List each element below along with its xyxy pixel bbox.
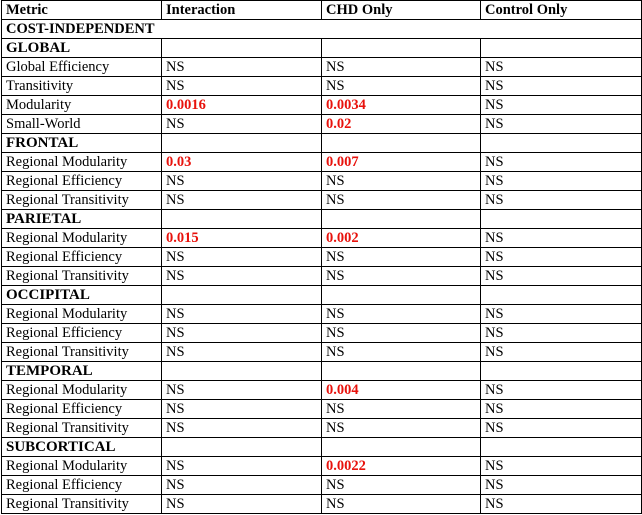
metric-cell: Transitivity [2, 77, 162, 96]
control-only-cell: NS [481, 305, 642, 324]
empty-cell [162, 362, 322, 381]
group-title-row [2, 20, 642, 39]
section-title: SUBCORTICAL [2, 438, 162, 457]
section-header-row [2, 438, 642, 457]
table-row [2, 381, 642, 400]
control-only-cell: NS [481, 381, 642, 400]
empty-cell [322, 362, 481, 381]
metric-cell: Regional Efficiency [2, 172, 162, 191]
section-header-row [2, 362, 642, 381]
interaction-cell: NS [162, 457, 322, 476]
table-row [2, 400, 642, 419]
chd-only-cell: NS [322, 400, 481, 419]
control-only-cell: NS [481, 191, 642, 210]
empty-cell [322, 39, 481, 58]
interaction-cell: 0.03 [162, 153, 322, 172]
table-row [2, 324, 642, 343]
chd-only-cell: 0.0034 [322, 96, 481, 115]
section-title: FRONTAL [2, 134, 162, 153]
control-only-cell: NS [481, 58, 642, 77]
chd-only-cell: NS [322, 191, 481, 210]
empty-cell [162, 134, 322, 153]
empty-cell [162, 39, 322, 58]
chd-only-cell: NS [322, 495, 481, 514]
control-only-cell: NS [481, 419, 642, 438]
results-table [1, 0, 642, 514]
metric-cell: Regional Modularity [2, 305, 162, 324]
empty-cell [322, 438, 481, 457]
empty-cell [481, 286, 642, 305]
table-row [2, 248, 642, 267]
metric-cell: Small-World [2, 115, 162, 134]
control-only-cell: NS [481, 457, 642, 476]
empty-cell [162, 210, 322, 229]
empty-cell [162, 286, 322, 305]
interaction-cell: NS [162, 77, 322, 96]
empty-cell [322, 134, 481, 153]
interaction-cell: NS [162, 495, 322, 514]
metric-cell: Regional Efficiency [2, 400, 162, 419]
metric-cell: Global Efficiency [2, 58, 162, 77]
control-only-cell: NS [481, 324, 642, 343]
table-row [2, 229, 642, 248]
table-row [2, 476, 642, 495]
table-body [2, 20, 642, 514]
section-header-row [2, 210, 642, 229]
header-chd-only: CHD Only [322, 1, 481, 20]
table-row [2, 115, 642, 134]
interaction-cell: NS [162, 381, 322, 400]
chd-only-cell: 0.0022 [322, 457, 481, 476]
chd-only-cell: NS [322, 58, 481, 77]
empty-cell [481, 210, 642, 229]
table-row [2, 96, 642, 115]
empty-cell [162, 438, 322, 457]
header-metric: Metric [2, 1, 162, 20]
metric-cell: Modularity [2, 96, 162, 115]
chd-only-cell: NS [322, 324, 481, 343]
interaction-cell: NS [162, 172, 322, 191]
interaction-cell: 0.0016 [162, 96, 322, 115]
header-interaction: Interaction [162, 1, 322, 20]
control-only-cell: NS [481, 115, 642, 134]
table-row [2, 419, 642, 438]
metric-cell: Regional Efficiency [2, 248, 162, 267]
control-only-cell: NS [481, 229, 642, 248]
table-row [2, 58, 642, 77]
header-row [2, 1, 642, 20]
empty-cell [481, 438, 642, 457]
section-title: OCCIPITAL [2, 286, 162, 305]
table-row [2, 172, 642, 191]
chd-only-cell: 0.02 [322, 115, 481, 134]
chd-only-cell: 0.007 [322, 153, 481, 172]
interaction-cell: NS [162, 305, 322, 324]
section-title: GLOBAL [2, 39, 162, 58]
control-only-cell: NS [481, 172, 642, 191]
table-row [2, 267, 642, 286]
metric-cell: Regional Transitivity [2, 191, 162, 210]
table-row [2, 495, 642, 514]
metric-cell: Regional Efficiency [2, 324, 162, 343]
metric-cell: Regional Transitivity [2, 267, 162, 286]
control-only-cell: NS [481, 343, 642, 362]
control-only-cell: NS [481, 400, 642, 419]
chd-only-cell: NS [322, 419, 481, 438]
table-row [2, 191, 642, 210]
chd-only-cell: 0.004 [322, 381, 481, 400]
chd-only-cell: NS [322, 476, 481, 495]
interaction-cell: NS [162, 248, 322, 267]
section-header-row [2, 134, 642, 153]
interaction-cell: NS [162, 343, 322, 362]
control-only-cell: NS [481, 495, 642, 514]
section-title: TEMPORAL [2, 362, 162, 381]
interaction-cell: NS [162, 476, 322, 495]
group-title: COST-INDEPENDENT [2, 20, 642, 39]
interaction-cell: NS [162, 191, 322, 210]
metric-cell: Regional Transitivity [2, 343, 162, 362]
metric-cell: Regional Transitivity [2, 419, 162, 438]
table-row [2, 77, 642, 96]
chd-only-cell: 0.002 [322, 229, 481, 248]
metric-cell: Regional Modularity [2, 381, 162, 400]
interaction-cell: NS [162, 419, 322, 438]
interaction-cell: NS [162, 400, 322, 419]
empty-cell [481, 134, 642, 153]
control-only-cell: NS [481, 77, 642, 96]
chd-only-cell: NS [322, 248, 481, 267]
interaction-cell: 0.015 [162, 229, 322, 248]
empty-cell [481, 39, 642, 58]
interaction-cell: NS [162, 115, 322, 134]
metric-cell: Regional Efficiency [2, 476, 162, 495]
table-row [2, 305, 642, 324]
chd-only-cell: NS [322, 77, 481, 96]
table-row [2, 457, 642, 476]
empty-cell [322, 210, 481, 229]
table-row [2, 343, 642, 362]
table-row [2, 153, 642, 172]
control-only-cell: NS [481, 476, 642, 495]
chd-only-cell: NS [322, 305, 481, 324]
chd-only-cell: NS [322, 267, 481, 286]
empty-cell [322, 286, 481, 305]
metric-cell: Regional Modularity [2, 229, 162, 248]
chd-only-cell: NS [322, 343, 481, 362]
control-only-cell: NS [481, 248, 642, 267]
section-title: PARIETAL [2, 210, 162, 229]
control-only-cell: NS [481, 96, 642, 115]
section-header-row [2, 286, 642, 305]
metric-cell: Regional Modularity [2, 457, 162, 476]
control-only-cell: NS [481, 153, 642, 172]
control-only-cell: NS [481, 267, 642, 286]
metric-cell: Regional Transitivity [2, 495, 162, 514]
metric-cell: Regional Modularity [2, 153, 162, 172]
empty-cell [481, 362, 642, 381]
interaction-cell: NS [162, 267, 322, 286]
interaction-cell: NS [162, 324, 322, 343]
chd-only-cell: NS [322, 172, 481, 191]
header-control-only: Control Only [481, 1, 642, 20]
interaction-cell: NS [162, 58, 322, 77]
section-header-row [2, 39, 642, 58]
